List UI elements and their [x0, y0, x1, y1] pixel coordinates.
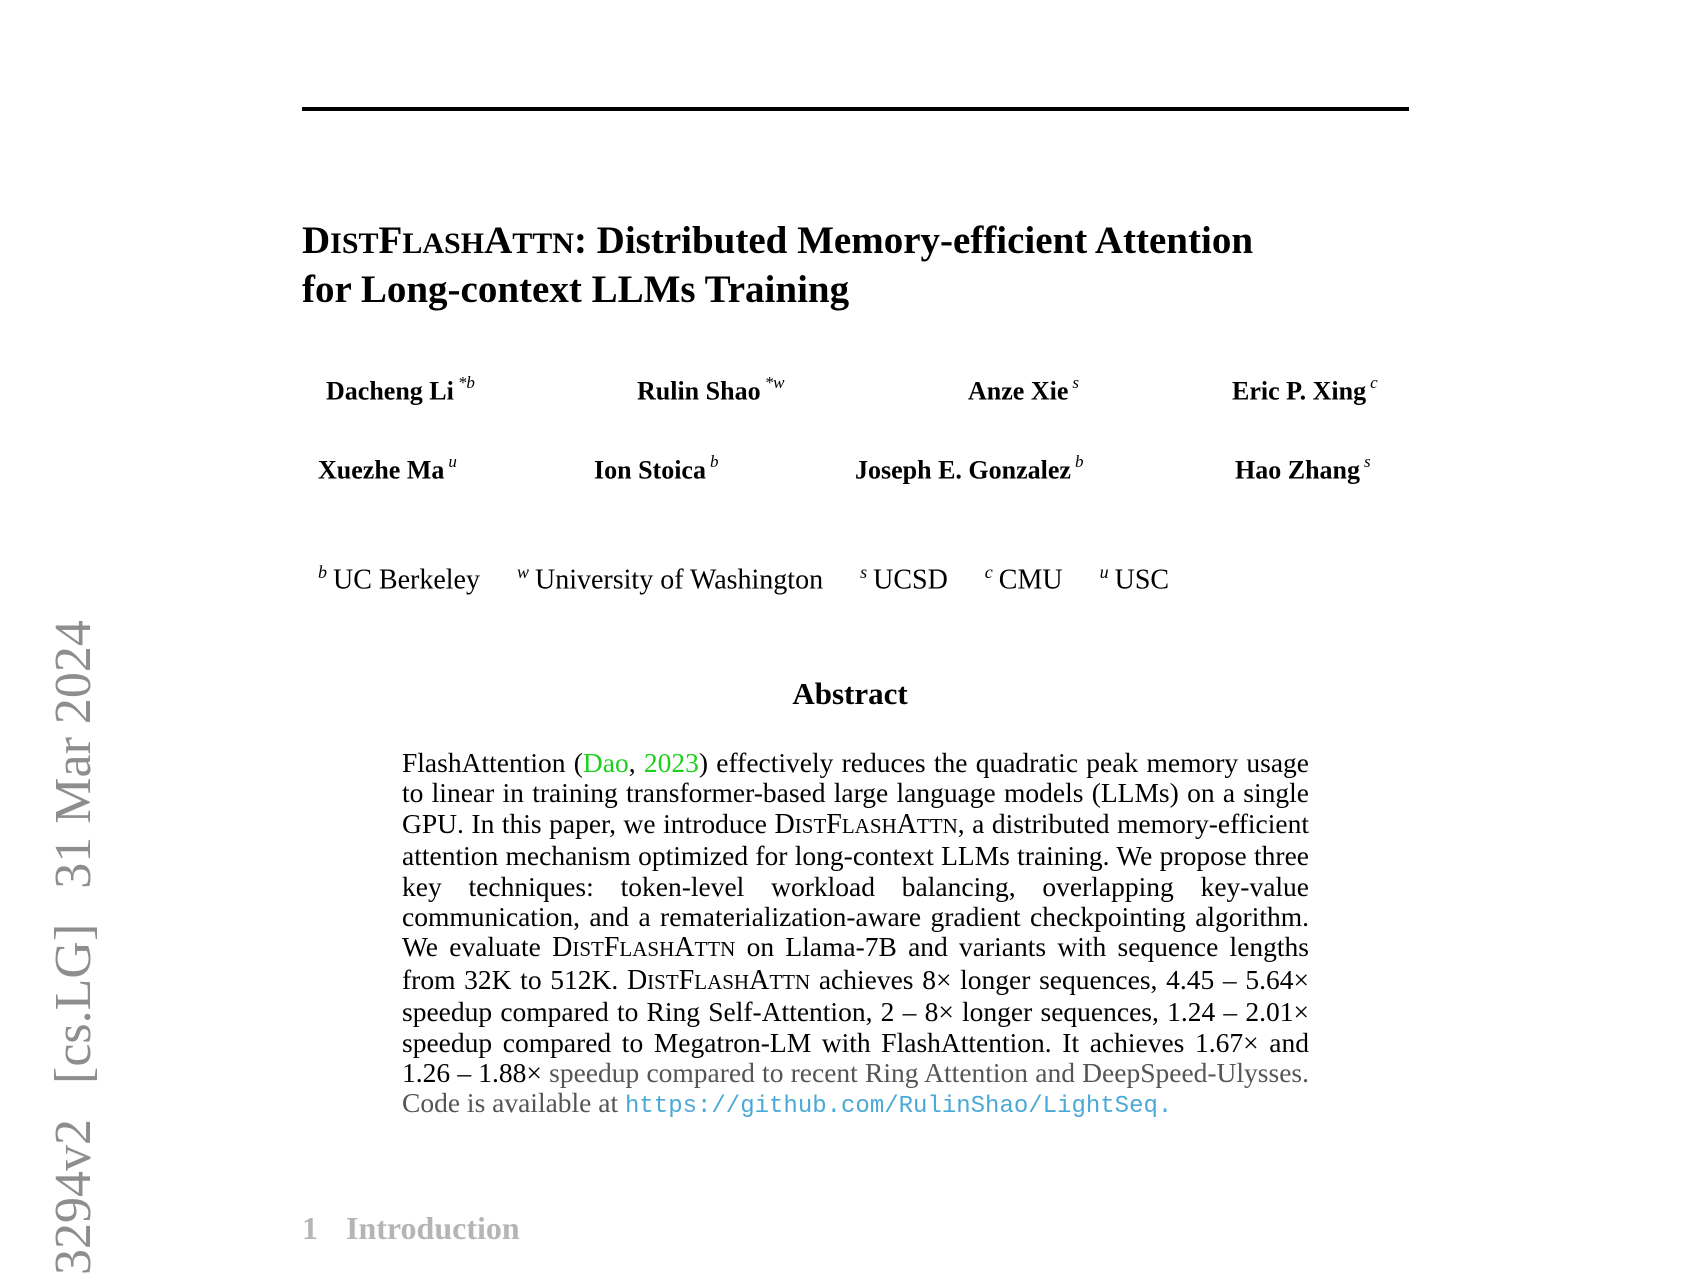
author-marks: b	[1074, 452, 1084, 471]
paper-title	[302, 218, 1412, 313]
section-title: Introduction	[346, 1210, 520, 1246]
affiliation-mark: u	[1099, 562, 1109, 582]
arxiv-category: [cs.LG]	[45, 923, 102, 1084]
repo-link[interactable]: https://github.com/RulinShao/LightSeq.	[624, 1093, 1173, 1121]
author	[855, 454, 1083, 486]
author-marks: s	[1072, 373, 1079, 392]
title-line2: for Long-context LLMs Training	[302, 268, 850, 311]
system-name-inline: DISTFLASHATTN	[626, 964, 811, 996]
affiliation-mark: c	[984, 562, 993, 582]
section-heading	[302, 1210, 520, 1247]
author-marks: s	[1364, 452, 1371, 471]
affiliation-name: UC Berkeley	[333, 564, 480, 596]
citation-author[interactable]: Dao	[582, 747, 629, 778]
affiliation	[985, 562, 1063, 596]
author-name: Hao Zhang	[1235, 455, 1360, 485]
affiliation-name: CMU	[998, 564, 1063, 596]
author	[968, 375, 1079, 407]
author-marks: c	[1370, 373, 1378, 392]
author-name: Xuezhe Ma	[318, 455, 445, 485]
author-marks: *w	[764, 373, 785, 392]
abstract-segment: ) effectively reduces the quadratic peak memory usage to linear in training transformer-based large language models (LLMs) on a single GPU. In this paper, we introduce	[402, 747, 1309, 839]
abstract-segment: , a distributed memory-efficient attention mechanism optimized for long-context LLMs training. We propose three key techniques: token-level workload balancing, overlapping key-value communication, and a rematerialization-aware gradient checkpointing algorithm. We evaluate	[402, 807, 1309, 963]
abstract-segment: FlashAttention (	[402, 747, 583, 778]
author-name: Ion Stoica	[594, 455, 706, 485]
citation-link[interactable]	[583, 747, 629, 778]
abstract-segment: achieves 8× longer sequences, 4.45 – 5.64× speedup compared to Ring Self-Attention, 2 – 8× longer sequences, 1.24 – 2.01× speedup compared to Megatron-LM with FlashAttention. It achieves 1.67× and 1.26 – 1.88×	[402, 963, 1309, 1089]
abstract-text	[402, 748, 1309, 1123]
author-name: Joseph E. Gonzalez	[855, 455, 1071, 485]
author	[326, 375, 475, 407]
affiliations	[318, 562, 1199, 596]
author	[637, 375, 784, 407]
affiliation	[318, 562, 480, 596]
citation-year[interactable]: 2023	[643, 747, 699, 778]
affiliation-mark: w	[516, 562, 529, 582]
author	[1235, 454, 1371, 486]
arxiv-date: 31 Mar 2024	[45, 620, 102, 889]
author-marks: b	[709, 452, 719, 471]
affiliation	[517, 562, 823, 596]
system-name: DISTFLASHATTN	[302, 219, 574, 262]
arxiv-id: 3294v2	[45, 1119, 102, 1275]
system-name-inline: DISTFLASHATTN	[552, 932, 736, 964]
author-name: Anze Xie	[968, 376, 1069, 406]
affiliation-name: UCSD	[873, 564, 948, 596]
affiliation-name: University of Washington	[534, 564, 824, 596]
author	[594, 454, 718, 486]
section-number: 1	[302, 1210, 318, 1246]
top-rule	[302, 107, 1409, 111]
author	[1232, 375, 1378, 407]
title-line1: : Distributed Memory-efficient Attention	[573, 219, 1254, 262]
author-name: Rulin Shao	[637, 376, 761, 406]
author	[318, 454, 457, 486]
citation-year-link[interactable]	[644, 747, 699, 778]
abstract-segment: on Llama-7B and variants with sequence lengths from 32K to 512K.	[402, 931, 1309, 995]
abstract-segment: ,	[628, 747, 644, 778]
system-name-inline: DISTFLASHATTN	[774, 808, 958, 840]
affiliation	[860, 562, 948, 596]
affiliation-name: USC	[1114, 564, 1170, 596]
author-name: Dacheng Li	[326, 376, 454, 406]
affiliation	[1100, 562, 1169, 596]
abstract-heading: Abstract	[792, 676, 908, 711]
author-marks: *b	[457, 373, 475, 392]
abstract-segment: speedup compared to recent Ring Attention and DeepSpeed-Ulysses. Code is available at	[402, 1057, 1309, 1119]
affiliation-mark: s	[860, 562, 868, 582]
author-marks: u	[448, 452, 457, 471]
affiliation-mark: b	[318, 562, 327, 582]
author-name: Eric P. Xing	[1232, 376, 1367, 406]
